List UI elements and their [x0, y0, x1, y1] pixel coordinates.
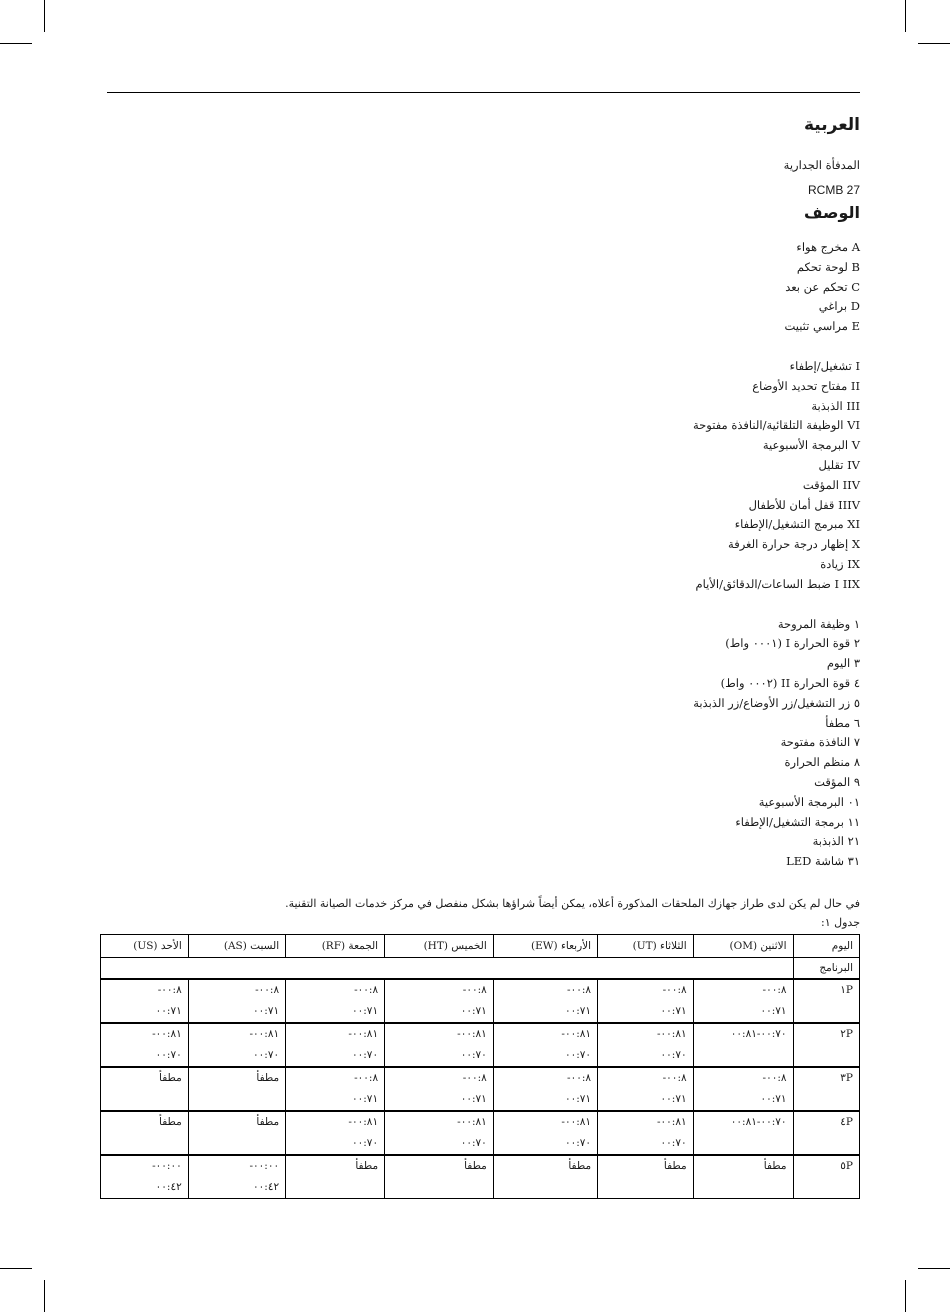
- crop-mark: [44, 1280, 45, 1312]
- schedule-cell: ٠٠:٨- ٠٠:٧١: [188, 979, 285, 1023]
- schedule-cell: ٠٠:٨- ٠٠:٧١: [598, 979, 694, 1023]
- list-item: ٩ المؤقت: [814, 774, 860, 789]
- list-item: ٨ منظم الحرارة: [784, 755, 860, 770]
- schedule-cell: مطفأ: [101, 1067, 189, 1111]
- list-item: C تحكم عن بعد: [785, 279, 860, 294]
- list-item: IIV المؤقت: [802, 477, 860, 492]
- schedule-cell: مطفأ: [598, 1155, 694, 1199]
- program-id: ١P: [793, 979, 859, 1023]
- display-items-list: [100, 615, 860, 872]
- schedule-cell: ٠٠:٨١- ٠٠:٧٠: [493, 1023, 597, 1067]
- list-item: D براغي: [818, 299, 860, 314]
- schedule-cell: ٠٠:٨١- ٠٠:٧٠: [286, 1111, 385, 1155]
- weekly-program-table: [100, 934, 860, 1199]
- crop-mark: [905, 0, 906, 32]
- page-content: [100, 110, 860, 1199]
- program-label-spacer: [101, 957, 794, 979]
- schedule-cell: مطفأ: [286, 1155, 385, 1199]
- schedule-cell: ٠٠:٨١- ٠٠:٧٠: [188, 1023, 285, 1067]
- schedule-cell: ٠٠:٠٠- ٠٠:٤٢: [188, 1155, 285, 1199]
- header-day-label: اليوم: [793, 934, 859, 957]
- schedule-cell: مطفأ: [188, 1067, 285, 1111]
- list-item: II مفتاح تحديد الأوضاع: [752, 378, 860, 393]
- schedule-cell: ٠٠:٨- ٠٠:٧١: [385, 979, 494, 1023]
- header-day: الاثنين (OM): [693, 934, 793, 957]
- crop-mark: [918, 43, 950, 44]
- schedule-cell: ٠٠:٨- ٠٠:٧١: [693, 979, 793, 1023]
- schedule-cell: ٠٠:٨١- ٠٠:٧٠: [598, 1023, 694, 1067]
- crop-mark: [44, 0, 45, 32]
- list-item: IX زيادة: [820, 556, 860, 571]
- list-item: X إظهار درجة حرارة الغرفة: [728, 537, 860, 552]
- schedule-cell: ٠٠:٨- ٠٠:٧١: [286, 979, 385, 1023]
- list-item: I IIX ضبط الساعات/الدقائق/الأيام: [695, 576, 860, 591]
- schedule-cell: ٠٠:٨- ٠٠:٧١: [493, 1067, 597, 1111]
- header-day: الجمعة (RF): [286, 934, 385, 957]
- header-rule: [107, 92, 860, 93]
- program-id: ٢P: [793, 1023, 859, 1067]
- language-heading: العربية: [803, 115, 860, 135]
- program-label-row: [101, 957, 860, 979]
- schedule-cell: مطفأ: [101, 1111, 189, 1155]
- header-day: الثلاثاء (UT): [598, 934, 694, 957]
- schedule-cell: ٠٠:٧٠-٠٠:٨١: [693, 1023, 793, 1067]
- header-day: الأحد (US): [101, 934, 189, 957]
- schedule-cell: مطفأ: [385, 1155, 494, 1199]
- list-item: IIIV قفل أمان للأطفال: [748, 497, 860, 512]
- model-number: RCMB 27: [807, 183, 860, 197]
- table-row: [101, 1023, 860, 1067]
- list-item: ٣ اليوم: [826, 656, 860, 671]
- crop-mark: [918, 1268, 950, 1269]
- schedule-cell: مطفأ: [188, 1111, 285, 1155]
- schedule-cell: ٠٠:٨١- ٠٠:٧٠: [101, 1023, 189, 1067]
- crop-mark: [0, 1268, 32, 1269]
- schedule-cell: ٠٠:٠٠- ٠٠:٤٢: [101, 1155, 189, 1199]
- table-caption: جدول ١:: [820, 915, 860, 929]
- list-item: III الذبذبة: [811, 398, 860, 413]
- header-day: السبت (AS): [188, 934, 285, 957]
- description-heading: الوصف: [803, 203, 860, 222]
- list-item: E مراسي تثبيت: [784, 319, 860, 334]
- table-row: [101, 979, 860, 1023]
- list-item: A مخرج هواء: [796, 240, 860, 254]
- parts-list: [100, 238, 860, 337]
- program-id: ٤P: [793, 1111, 859, 1155]
- schedule-cell: ٠٠:٨- ٠٠:٧١: [693, 1067, 793, 1111]
- list-item: ١١ برمجة التشغيل/الإطفاء: [735, 814, 860, 829]
- schedule-cell: ٠٠:٨- ٠٠:٧١: [286, 1067, 385, 1111]
- schedule-cell: مطفأ: [693, 1155, 793, 1199]
- schedule-cell: ٠٠:٨١- ٠٠:٧٠: [385, 1111, 494, 1155]
- list-item: XI مبرمج التشغيل/الإطفاء: [734, 517, 860, 532]
- table-header-row: [101, 934, 860, 957]
- list-item: ٥ زر التشغيل/زر الأوضاع/زر الذبذبة: [693, 695, 860, 710]
- schedule-cell: ٠٠:٨١- ٠٠:٧٠: [286, 1023, 385, 1067]
- program-id: ٣P: [793, 1067, 859, 1111]
- list-item: ٣١ شاشة LED: [786, 854, 860, 869]
- table-row: [101, 1155, 860, 1199]
- schedule-cell: ٠٠:٨- ٠٠:٧١: [101, 979, 189, 1023]
- program-id: ٥P: [793, 1155, 859, 1199]
- list-item: B لوحة تحكم: [796, 259, 860, 274]
- list-item: IV تقليل: [818, 457, 860, 472]
- schedule-cell: ٠٠:٨١- ٠٠:٧٠: [493, 1111, 597, 1155]
- remote-buttons-list: [100, 357, 860, 595]
- table-row: [101, 1067, 860, 1111]
- schedule-cell: ٠٠:٨- ٠٠:٧١: [598, 1067, 694, 1111]
- schedule-cell: ٠٠:٨- ٠٠:٧١: [385, 1067, 494, 1111]
- schedule-cell: ٠٠:٨١- ٠٠:٧٠: [598, 1111, 694, 1155]
- list-item: ٤ قوة الحرارة II (٠٠٠٢ واط): [720, 675, 860, 690]
- schedule-cell: ٠٠:٨١- ٠٠:٧٠: [385, 1023, 494, 1067]
- list-item: ٧ النافذة مفتوحة: [780, 735, 860, 750]
- schedule-cell: ٠٠:٨- ٠٠:٧١: [493, 979, 597, 1023]
- accessories-note: في حال لم يكن لدى طراز جهازك الملحقات المذكورة أعلاه، يمكن أيضاً شراؤها بشكل منفصل في مركز خدمات الصيانة التقنية.: [285, 896, 860, 910]
- list-item: I تشغيل/إطفاء: [789, 358, 860, 373]
- schedule-cell: مطفأ: [493, 1155, 597, 1199]
- list-item: ٦ مطفأ: [825, 715, 860, 730]
- list-item: ١ وظيفة المروحة: [777, 616, 860, 631]
- list-item: ٢ قوة الحرارة I (٠٠٠١ واط): [725, 636, 860, 651]
- list-item: ٠١ البرمجة الأسبوعية: [758, 794, 860, 809]
- crop-mark: [905, 1280, 906, 1312]
- product-name: المدفأة الجدارية: [783, 158, 860, 172]
- crop-mark: [0, 43, 32, 44]
- header-day: الأربعاء (EW): [493, 934, 597, 957]
- list-item: V البرمجة الأسبوعية: [762, 438, 860, 453]
- list-item: ٢١ الذبذبة: [812, 834, 860, 849]
- program-label: البرنامج: [793, 957, 859, 979]
- schedule-cell: ٠٠:٧٠-٠٠:٨١: [693, 1111, 793, 1155]
- header-day: الخميس (HT): [385, 934, 494, 957]
- list-item: VI الوظيفة التلقائية/النافذة مفتوحة: [693, 418, 860, 433]
- table-row: [101, 1111, 860, 1155]
